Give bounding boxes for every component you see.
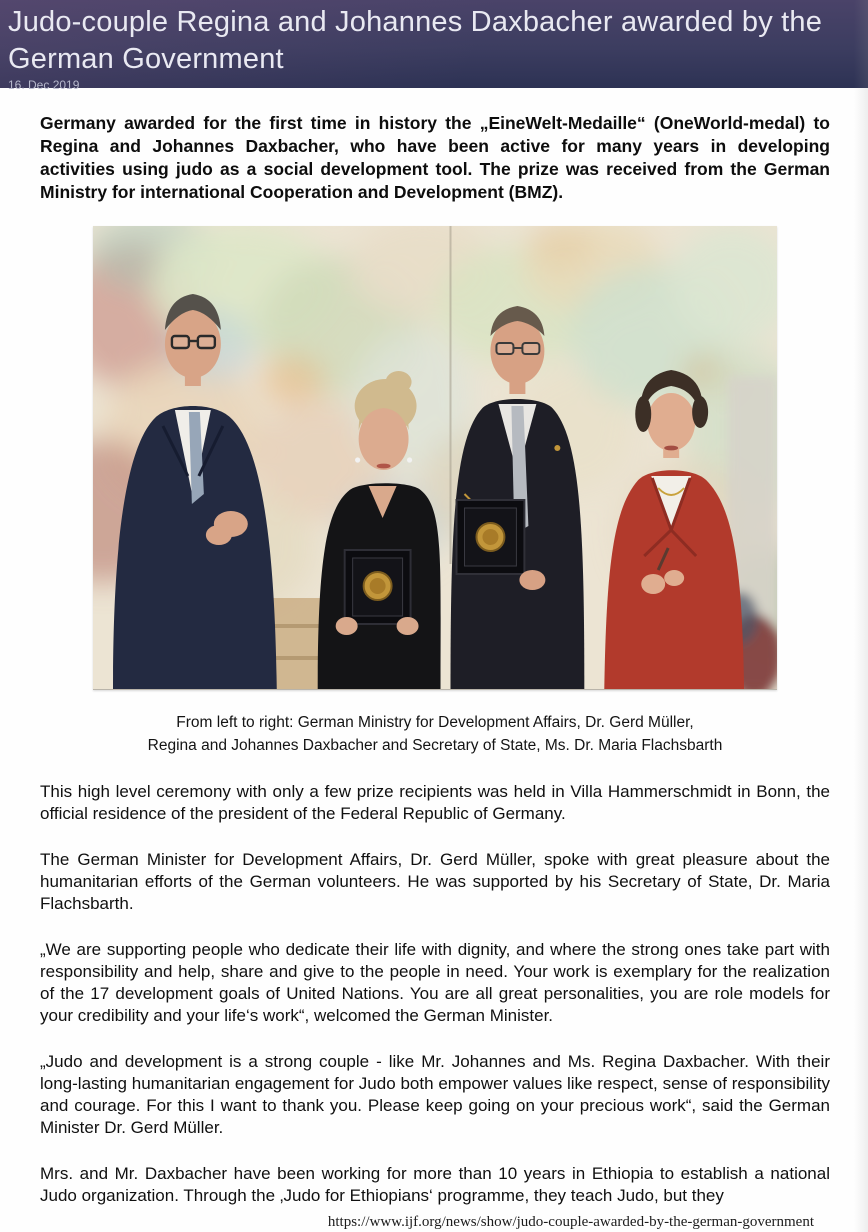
article-header bbox=[0, 0, 868, 93]
body-paragraph: „We are supporting people who dedicate their life with dignity, and where the strong ones take part with responsibility and help, share and give to the people in need. Your work is exemplary for the realization of the 17 development goals of United Nations. You are all great personalities, you are role models for your credibility and your life‘s work“, welcomed the German Minister. bbox=[40, 940, 830, 1025]
medal-plaque bbox=[345, 550, 411, 624]
article-date: 16. Dec 2019 bbox=[8, 78, 80, 93]
body-paragraph: The German Minister for Development Affairs, Dr. Gerd Müller, spoke with great pleasure about the humanitarian efforts of the German volunteers. He was supported by his Secretary of State, Dr. Maria Flachsbarth. bbox=[40, 850, 830, 913]
source-url: https://www.ijf.org/news/show/judo-couple-awarded-by-the-german-government bbox=[327, 1214, 814, 1230]
ceremony-photo bbox=[93, 226, 777, 690]
page-title: Judo-couple Regina and Johannes Daxbacher awarded by the German Government bbox=[8, 6, 823, 75]
intro-paragraph: Germany awarded for the first time in history the „EineWelt-Medaille“ (OneWorld-medal) to Regina and Johannes Daxbacher, who have been active for many years in developing activities using judo as a social development tool. The prize was received from the German Ministry for international Cooperation and Development (BMZ). bbox=[40, 113, 830, 202]
ceremony-photo-figure bbox=[40, 226, 830, 757]
photo-caption-line2: Regina and Johannes Daxbacher and Secretary of State, Ms. Dr. Maria Flachsbarth bbox=[147, 737, 723, 754]
photo-caption bbox=[40, 711, 830, 757]
photo-caption-line1: From left to right: German Ministry for Development Affairs, Dr. Gerd Müller, bbox=[176, 714, 694, 731]
article-body bbox=[0, 88, 868, 1231]
body-paragraph: „Judo and development is a strong couple - like Mr. Johannes and Ms. Regina Daxbacher. With their long-lasting humanitarian engagement for Judo both empower values like respect, sense of responsibility and courage. For this I want to thank you. Please keep going on your precious work“, said the German Minister Dr. Gerd Müller. bbox=[40, 1052, 830, 1137]
body-paragraph: Mrs. and Mr. Daxbacher have been working for more than 10 years in Ethiopia to establish a national Judo organization. Through the ‚Judo for Ethiopians‘ programme, they teach Judo, but they bbox=[40, 1164, 830, 1205]
medal-plaque bbox=[456, 494, 524, 574]
body-paragraph: This high level ceremony with only a few prize recipients was held in Villa Hammerschmidt in Bonn, the official residence of the president of the Federal Republic of Germany. bbox=[40, 782, 830, 823]
